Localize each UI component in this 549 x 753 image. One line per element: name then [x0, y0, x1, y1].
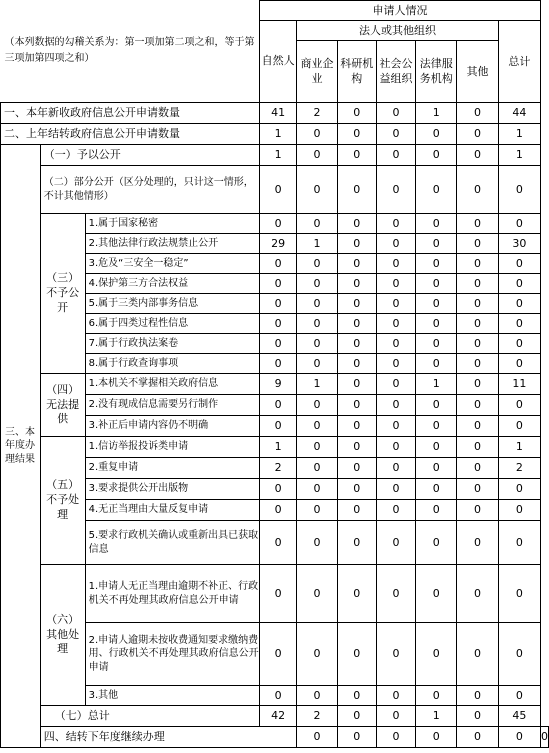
cell: 0 — [416, 294, 457, 314]
cell: 0 — [259, 500, 296, 521]
row-label: （一）予以公开 — [40, 145, 259, 166]
table-row — [1, 103, 549, 124]
cell: 0 — [337, 334, 376, 354]
row-label: （七）总计 — [40, 706, 259, 727]
cell: 0 — [337, 521, 376, 565]
cell: 0 — [498, 274, 540, 294]
cell: 0 — [337, 103, 376, 124]
cell: 0 — [376, 479, 415, 500]
cell: 0 — [457, 395, 498, 416]
cell: 0 — [457, 458, 498, 479]
cell: 0 — [297, 565, 337, 623]
cell: 0 — [259, 214, 296, 234]
cell: 1 — [498, 145, 540, 166]
header-commercial: 商业企业 — [297, 41, 337, 103]
cell: 0 — [337, 294, 376, 314]
table-row — [1, 124, 549, 145]
row-label: 8.属于行政查询事项 — [85, 354, 259, 374]
cell: 0 — [297, 214, 337, 234]
header-legal-service: 法律服务机构 — [416, 41, 457, 103]
cell: 2 — [259, 458, 296, 479]
cell: 0 — [259, 274, 296, 294]
row-label: 4.保护第三方合法权益 — [85, 274, 259, 294]
cell: 0 — [416, 521, 457, 565]
cell: 44 — [498, 103, 540, 124]
cell: 0 — [498, 314, 540, 334]
row-label: 2.没有现成信息需要另行制作 — [85, 395, 259, 416]
cell: 0 — [337, 727, 376, 748]
cell: 0 — [498, 521, 540, 565]
cell: 0 — [457, 234, 498, 254]
cell: 0 — [498, 416, 540, 437]
row-label: 6.属于四类过程性信息 — [85, 314, 259, 334]
cell: 0 — [337, 354, 376, 374]
cell: 0 — [376, 521, 415, 565]
cell: 0 — [376, 686, 415, 706]
table-row — [1, 145, 549, 166]
header-natural-person: 自然人 — [259, 21, 296, 103]
cell: 0 — [337, 166, 376, 214]
cell: 0 — [297, 274, 337, 294]
cell: 0 — [457, 166, 498, 214]
cell: 0 — [337, 254, 376, 274]
cell: 1 — [416, 103, 457, 124]
cell: 0 — [337, 479, 376, 500]
row-label: 2.其他法律行政法规禁止公开 — [85, 234, 259, 254]
row-label: （二）部分公开（区分处理的，只计这一情形，不计其他情形） — [40, 166, 259, 214]
cell: 45 — [498, 706, 540, 727]
cell: 0 — [376, 274, 415, 294]
cell: 0 — [376, 166, 415, 214]
cell: 0 — [259, 334, 296, 354]
cell: 0 — [498, 395, 540, 416]
cell: 0 — [297, 727, 337, 748]
cell: 0 — [376, 314, 415, 334]
cell: 0 — [457, 103, 498, 124]
cell: 0 — [297, 686, 337, 706]
group-label-unavailable: （四）无法提供 — [40, 374, 85, 437]
cell: 0 — [457, 314, 498, 334]
cell: 0 — [376, 294, 415, 314]
cell: 29 — [259, 234, 296, 254]
row-label: 3.其他 — [85, 686, 259, 706]
cell: 0 — [457, 124, 498, 145]
row-label: 5.要求行政机关确认或重新出具已获取信息 — [85, 521, 259, 565]
cell: 0 — [416, 686, 457, 706]
cell: 0 — [457, 145, 498, 166]
cell: 0 — [259, 354, 296, 374]
cell: 0 — [457, 727, 498, 748]
cell: 0 — [376, 565, 415, 623]
cell: 0 — [376, 354, 415, 374]
cell: 0 — [457, 334, 498, 354]
cell: 0 — [416, 354, 457, 374]
cell: 0 — [297, 623, 337, 686]
cell: 30 — [498, 234, 540, 254]
cell: 0 — [259, 314, 296, 334]
cell: 0 — [498, 479, 540, 500]
cell: 0 — [376, 145, 415, 166]
cell: 0 — [297, 458, 337, 479]
cell: 0 — [297, 500, 337, 521]
cell: 0 — [376, 214, 415, 234]
row-label: 二、上年结转政府信息公开申请数量 — [1, 124, 260, 145]
cell: 2 — [498, 458, 540, 479]
cell: 0 — [498, 254, 540, 274]
cell: 0 — [376, 623, 415, 686]
cell: 0 — [457, 500, 498, 521]
cell: 0 — [376, 416, 415, 437]
cell: 1 — [498, 437, 540, 458]
cell: 0 — [457, 294, 498, 314]
row-label: 4.无正当理由大量反复申请 — [85, 500, 259, 521]
cell: 0 — [457, 706, 498, 727]
cell: 0 — [297, 416, 337, 437]
cell: 0 — [376, 234, 415, 254]
row-label: 1.信访举报投诉类申请 — [85, 437, 259, 458]
cell: 0 — [416, 214, 457, 234]
cell: 0 — [297, 314, 337, 334]
row-label: 5.属于三类内部事务信息 — [85, 294, 259, 314]
header-social: 社会公益组织 — [376, 41, 415, 103]
cell: 0 — [297, 166, 337, 214]
cell: 0 — [297, 124, 337, 145]
cell: 0 — [297, 354, 337, 374]
cell: 0 — [259, 294, 296, 314]
row-label: 一、本年新收政府信息公开申请数量 — [1, 103, 260, 124]
row-label: 1.申请人无正当理由逾期不补正、行政机关不再处理其政府信息公开申请 — [85, 565, 259, 623]
cell: 0 — [376, 124, 415, 145]
cell: 0 — [457, 354, 498, 374]
cell: 0 — [297, 254, 337, 274]
cell: 0 — [337, 124, 376, 145]
row-label: 四、结转下年度继续办理 — [40, 727, 297, 748]
cell: 0 — [297, 294, 337, 314]
cell: 0 — [297, 437, 337, 458]
cell: 0 — [457, 686, 498, 706]
cell: 0 — [297, 334, 337, 354]
cell: 0 — [416, 623, 457, 686]
cell: 0 — [259, 479, 296, 500]
cell: 0 — [498, 166, 540, 214]
cell: 0 — [337, 437, 376, 458]
cell: 0 — [457, 565, 498, 623]
table-row — [1, 706, 549, 727]
cell: 0 — [457, 521, 498, 565]
cell: 0 — [416, 334, 457, 354]
result-group-label: 三、本年度办理结果 — [1, 145, 41, 748]
row-label: 1.属于国家秘密 — [85, 214, 259, 234]
cell: 0 — [416, 145, 457, 166]
cell: 0 — [259, 521, 296, 565]
row-label: 1.本机关不掌握相关政府信息 — [85, 374, 259, 395]
cell: 0 — [416, 458, 457, 479]
cell: 0 — [337, 214, 376, 234]
table-row — [1, 565, 549, 623]
cell: 0 — [259, 254, 296, 274]
row-label: 3.危及“三安全一稳定” — [85, 254, 259, 274]
cell: 0 — [376, 706, 415, 727]
cell: 0 — [259, 686, 296, 706]
cell: 0 — [259, 395, 296, 416]
header-legal-group: 法人或其他组织 — [297, 21, 498, 41]
cell: 0 — [498, 354, 540, 374]
cell: 0 — [376, 458, 415, 479]
cell: 0 — [259, 166, 296, 214]
table-row — [1, 727, 549, 748]
header-applicant: 申请人情况 — [259, 1, 540, 21]
cell: 0 — [457, 623, 498, 686]
cell: 1 — [416, 706, 457, 727]
header-total: 总计 — [498, 21, 540, 103]
cell: 0 — [416, 416, 457, 437]
row-label: 2.申请人逾期未按收费通知要求缴纳费用、行政机关不再处理其政府信息公开申请 — [85, 623, 259, 686]
cell: 2 — [297, 706, 337, 727]
cell: 0 — [376, 334, 415, 354]
table-row — [1, 437, 549, 458]
cell: 0 — [457, 437, 498, 458]
group-label-withheld: （三）不予公开 — [40, 214, 85, 374]
cell: 0 — [337, 395, 376, 416]
cell: 0 — [376, 254, 415, 274]
cell: 0 — [337, 686, 376, 706]
cell: 1 — [259, 124, 296, 145]
cell: 0 — [416, 274, 457, 294]
cell: 0 — [337, 416, 376, 437]
cell: 0 — [457, 416, 498, 437]
group-label-other-handling: （六）其他处理 — [40, 565, 85, 706]
cell: 0 — [337, 374, 376, 395]
cell: 0 — [498, 214, 540, 234]
cell: 0 — [457, 374, 498, 395]
header-note: （本列数据的勾稽关系为：第一项加第二项之和，等于第三项加第四项之和） — [1, 1, 260, 103]
cell: 0 — [259, 565, 296, 623]
cell: 0 — [498, 500, 540, 521]
row-label: 7.属于行政执法案卷 — [85, 334, 259, 354]
cell: 1 — [416, 374, 457, 395]
cell: 0 — [297, 395, 337, 416]
cell: 0 — [498, 623, 540, 686]
group-label-not-processed: （五）不予处理 — [40, 437, 85, 565]
cell: 0 — [416, 254, 457, 274]
table-row — [1, 374, 549, 395]
cell: 0 — [457, 254, 498, 274]
cell: 0 — [376, 727, 415, 748]
cell: 0 — [416, 124, 457, 145]
cell: 0 — [541, 727, 549, 748]
cell: 0 — [297, 521, 337, 565]
cell: 0 — [416, 437, 457, 458]
cell: 0 — [337, 314, 376, 334]
row-label: 3.补正后申请内容仍不明确 — [85, 416, 259, 437]
cell: 0 — [297, 479, 337, 500]
cell: 9 — [259, 374, 296, 395]
table-row — [1, 214, 549, 234]
cell: 0 — [498, 727, 540, 748]
cell: 1 — [297, 374, 337, 395]
header-other: 其他 — [457, 41, 498, 103]
cell: 0 — [337, 234, 376, 254]
cell: 0 — [416, 314, 457, 334]
cell: 0 — [498, 294, 540, 314]
cell: 0 — [416, 166, 457, 214]
cell: 0 — [337, 706, 376, 727]
row-label: 3.要求提供公开出版物 — [85, 479, 259, 500]
cell: 0 — [416, 234, 457, 254]
cell: 42 — [259, 706, 296, 727]
cell: 0 — [416, 500, 457, 521]
cell: 0 — [297, 145, 337, 166]
cell: 0 — [498, 565, 540, 623]
cell: 0 — [376, 103, 415, 124]
cell: 0 — [416, 395, 457, 416]
cell: 0 — [376, 500, 415, 521]
cell: 0 — [457, 479, 498, 500]
cell: 0 — [376, 395, 415, 416]
cell: 0 — [498, 686, 540, 706]
cell: 0 — [376, 374, 415, 395]
cell: 0 — [498, 334, 540, 354]
cell: 0 — [337, 145, 376, 166]
cell: 0 — [337, 500, 376, 521]
cell: 41 — [259, 103, 296, 124]
cell: 0 — [416, 727, 457, 748]
cell: 0 — [259, 623, 296, 686]
cell: 11 — [498, 374, 540, 395]
cell: 0 — [416, 565, 457, 623]
cell: 0 — [337, 623, 376, 686]
row-label: 2.重复申请 — [85, 458, 259, 479]
cell: 1 — [259, 145, 296, 166]
header-research: 科研机构 — [337, 41, 376, 103]
cell: 0 — [259, 416, 296, 437]
cell: 0 — [416, 479, 457, 500]
cell: 1 — [498, 124, 540, 145]
cell: 2 — [297, 103, 337, 124]
cell: 0 — [337, 458, 376, 479]
cell: 1 — [259, 437, 296, 458]
cell: 0 — [337, 565, 376, 623]
cell: 0 — [457, 214, 498, 234]
cell: 0 — [337, 274, 376, 294]
table-row — [1, 166, 549, 214]
cell: 1 — [297, 234, 337, 254]
cell: 0 — [376, 437, 415, 458]
cell: 0 — [457, 274, 498, 294]
